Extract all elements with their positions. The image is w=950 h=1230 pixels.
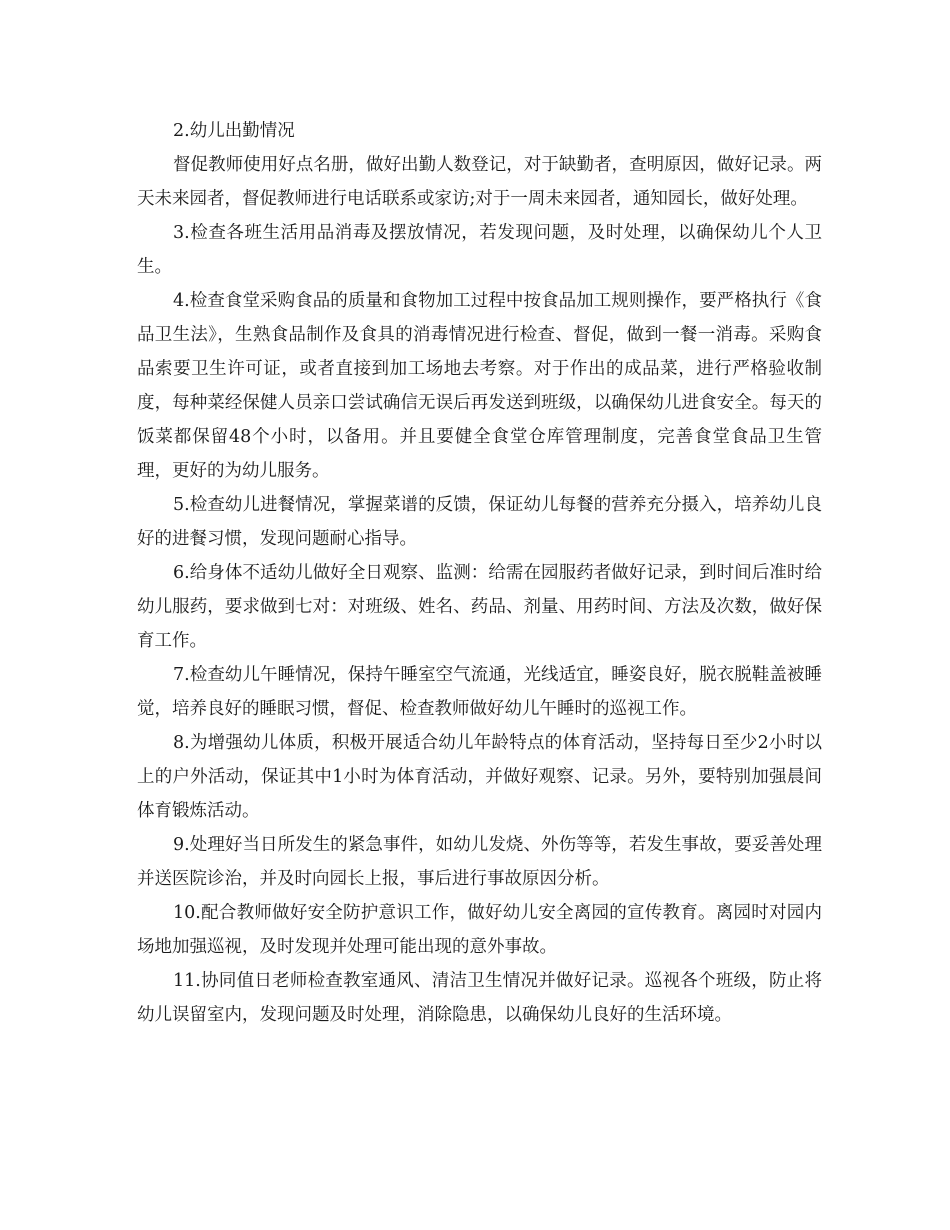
paragraph-item-7: 7.检查幼儿午睡情况，保持午睡室空气流通，光线适宜，睡姿良好，脱衣脱鞋盖被睡觉，培养良好的睡眠习惯，督促、检查教师做好幼儿午睡时的巡视工作。: [137, 665, 822, 719]
paragraph-item-10: 10.配合教师做好安全防护意识工作，做好幼儿安全离园的宣传教育。离园时对园内场地加强巡视，及时发现并处理可能出现的意外事故。: [137, 903, 822, 957]
paragraph-item-3: 3.检查各班生活用品消毒及摆放情况，若发现问题，及时处理，以确保幼儿个人卫生。: [137, 223, 822, 277]
document-body: [137, 114, 822, 1032]
paragraph-attendance: 督促教师使用好点名册，做好出勤人数登记，对于缺勤者，查明原因，做好记录。两天未来园者，督促教师进行电话联系或家访;对于一周未来园者，通知园长，做好处理。: [137, 155, 822, 209]
paragraph-item-5: 5.检查幼儿进餐情况，掌握菜谱的反馈，保证幼儿每餐的营养充分摄入，培养幼儿良好的进餐习惯，发现问题耐心指导。: [137, 495, 822, 549]
paragraph-item-11: 11.协同值日老师检查教室通风、清洁卫生情况并做好记录。巡视各个班级，防止将幼儿误留室内，发现问题及时处理，消除隐患，以确保幼儿良好的生活环境。: [137, 971, 822, 1025]
paragraph-item-8: 8.为增强幼儿体质，积极开展适合幼儿年龄特点的体育活动，坚持每日至少2小时以上的户外活动，保证其中1小时为体育活动，并做好观察、记录。另外，要特别加强晨间体育锻炼活动。: [137, 733, 822, 821]
paragraph-attendance-heading: 2.幼儿出勤情况: [173, 121, 295, 141]
paragraph-item-4: 4.检查食堂采购食品的质量和食物加工过程中按食品加工规则操作，要严格执行《食品卫生法》，生熟食品制作及食具的消毒情况进行检查、督促，做到一餐一消毒。采购食品索要卫生许可证，或者直接到加工场地去考察。对于作出的成品菜，进行严格验收制度，每种菜经保健人员亲口尝试确信无误后再发送到班级，以确保幼儿进食安全。每天的饭菜都保留48个小时，以备用。并且要健全食堂仓库管理制度，完善食堂食品卫生管理，更好的为幼儿服务。: [137, 291, 822, 481]
paragraph-item-9: 9.处理好当日所发生的紧急事件，如幼儿发烧、外伤等等，若发生事故，要妥善处理并送医院诊治，并及时向园长上报，事后进行事故原因分析。: [137, 835, 822, 889]
paragraph-item-6: 6.给身体不适幼儿做好全日观察、监测：给需在园服药者做好记录，到时间后准时给幼儿服药，要求做到七对：对班级、姓名、药品、剂量、用药时间、方法及次数，做好保育工作。: [137, 563, 822, 651]
